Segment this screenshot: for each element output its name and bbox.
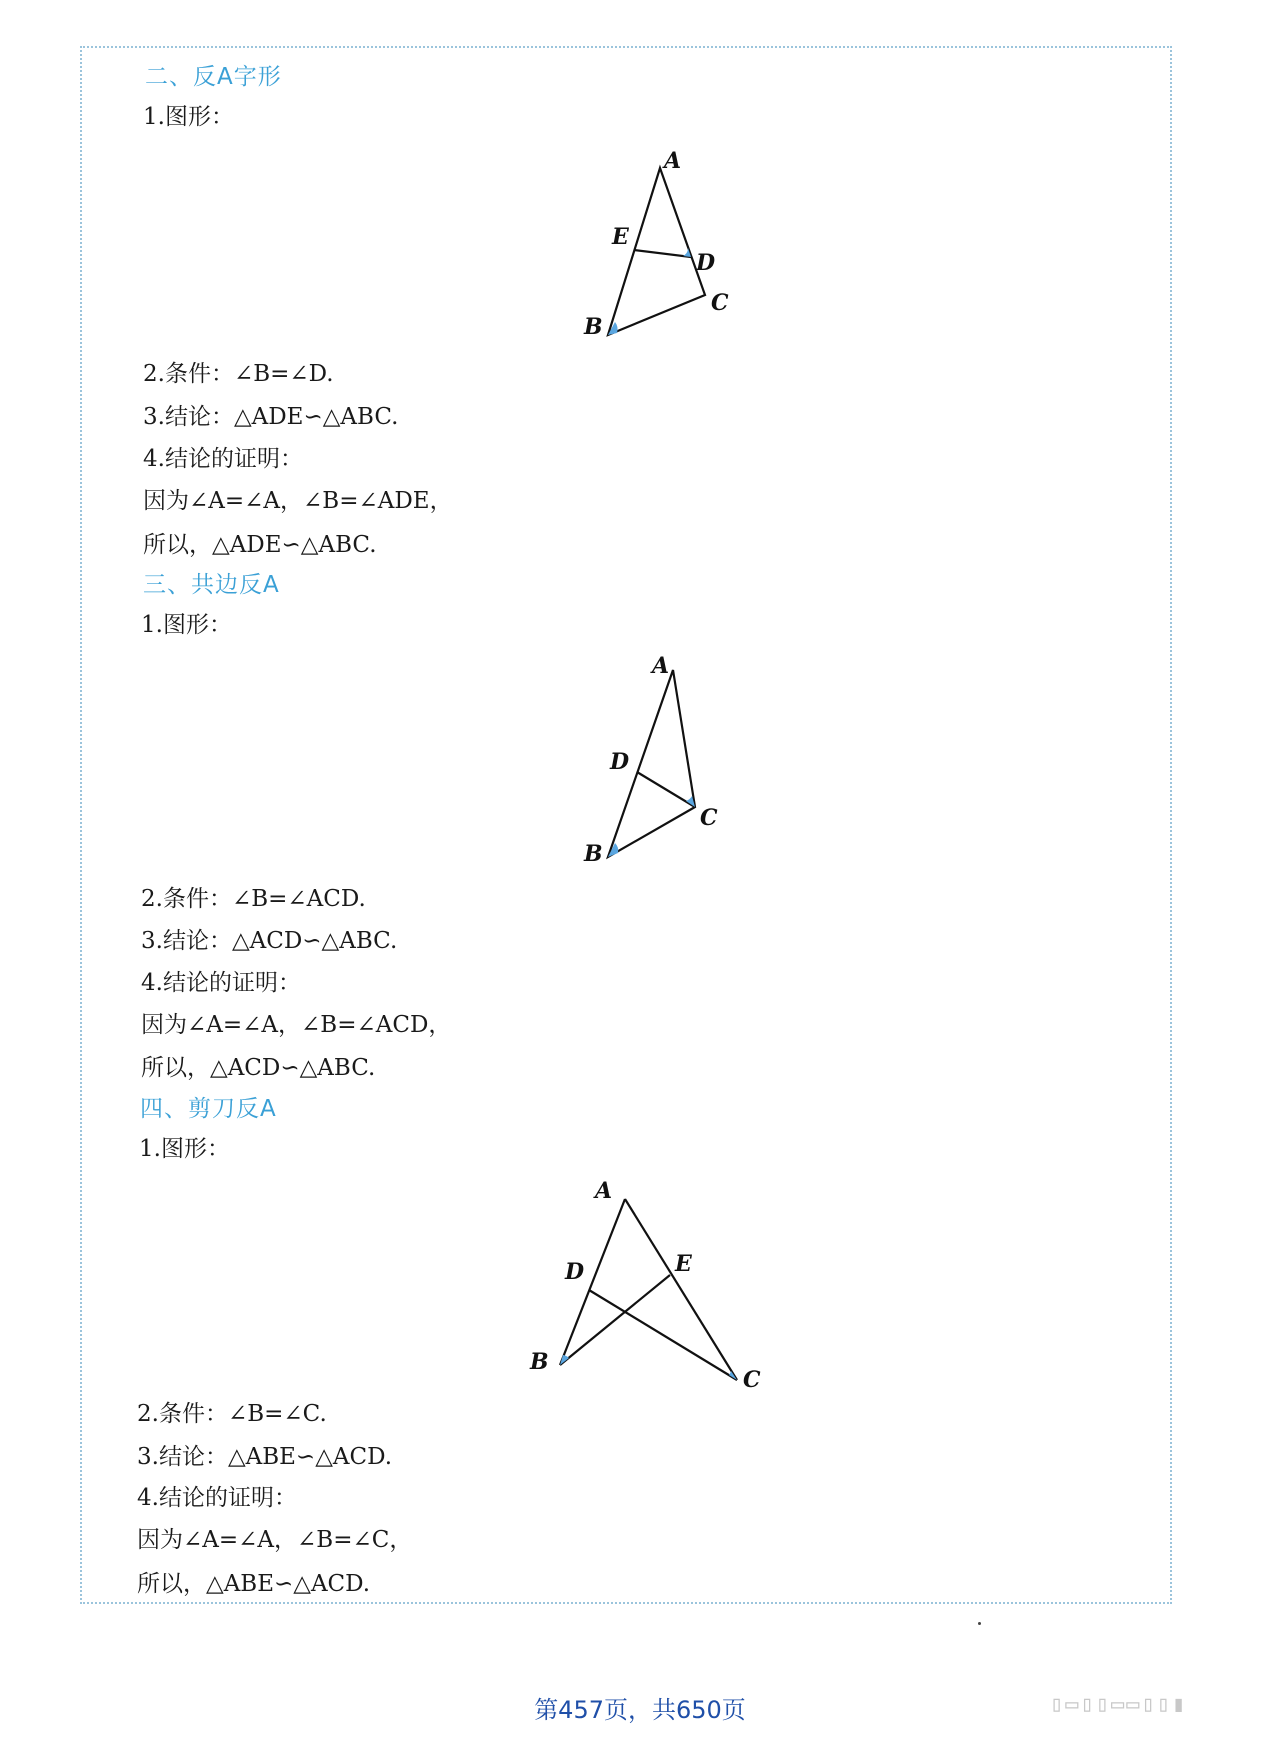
figure-label-3: 1.图形：	[141, 612, 232, 638]
condition-2: 2.条件：∠B=∠D.	[143, 361, 334, 387]
proof-line2-3: 所以，△ACD∽△ABC.	[141, 1055, 376, 1081]
figure-label-4: 1.图形：	[139, 1136, 230, 1162]
condition-4: 2.条件：∠B=∠C.	[137, 1401, 327, 1427]
proof-line2-4: 所以，△ABE∽△ACD.	[137, 1571, 371, 1597]
point-d-label: D	[696, 250, 716, 276]
segment-ac	[625, 1199, 737, 1380]
point-a-label: A	[652, 653, 670, 679]
section-title-4: 四、剪刀反A	[140, 1096, 277, 1122]
segment-dc	[589, 1290, 737, 1380]
segment-dc	[637, 772, 695, 807]
section-title-3: 三、共边反A	[143, 572, 280, 598]
conclusion-2: 3.结论：△ADE∽△ABC.	[143, 404, 399, 430]
segment-ed	[634, 250, 691, 257]
page-edge-marks: ▯▭▯▯▭▭▯▯▮	[1050, 1692, 1188, 1717]
proof-line1-4: 因为∠A=∠A，∠B=∠C，	[137, 1527, 413, 1553]
figure-label-2: 1.图形：	[143, 104, 234, 130]
point-c-label: C	[700, 805, 718, 831]
section-title-2: 二、反A字形	[145, 64, 282, 90]
proof-line2-2: 所以，△ADE∽△ABC.	[143, 532, 377, 558]
proof-line1-2: 因为∠A=∠A，∠B=∠ADE，	[143, 488, 453, 514]
point-d-label: D	[565, 1259, 585, 1285]
point-b-label: B	[584, 841, 603, 867]
stray-dot	[978, 1622, 981, 1625]
conclusion-4: 3.结论：△ABE∽△ACD.	[137, 1444, 393, 1470]
point-c-label: C	[711, 290, 729, 316]
point-a-label: A	[664, 148, 682, 174]
point-b-label: B	[530, 1349, 549, 1375]
conclusion-3: 3.结论：△ACD∽△ABC.	[141, 928, 398, 954]
figure-reverse-a	[560, 150, 760, 354]
figure-shared-side-reverse-a	[560, 655, 760, 869]
proof-title-4: 4.结论的证明：	[137, 1485, 297, 1511]
point-e-label: E	[612, 224, 629, 250]
page-number-text: 第457页，共650页	[534, 1696, 746, 1724]
point-c-label: C	[743, 1367, 761, 1393]
point-b-label: B	[584, 314, 603, 340]
proof-title-3: 4.结论的证明：	[141, 970, 301, 996]
proof-line1-3: 因为∠A=∠A，∠B=∠ACD，	[141, 1012, 452, 1038]
triangle-abc	[608, 168, 705, 335]
point-e-label: E	[675, 1251, 692, 1277]
point-d-label: D	[610, 749, 630, 775]
condition-3: 2.条件：∠B=∠ACD.	[141, 886, 366, 912]
point-a-label: A	[595, 1178, 613, 1204]
proof-title-2: 4.结论的证明：	[143, 446, 303, 472]
figure-scissors-reverse-a	[525, 1175, 785, 1394]
